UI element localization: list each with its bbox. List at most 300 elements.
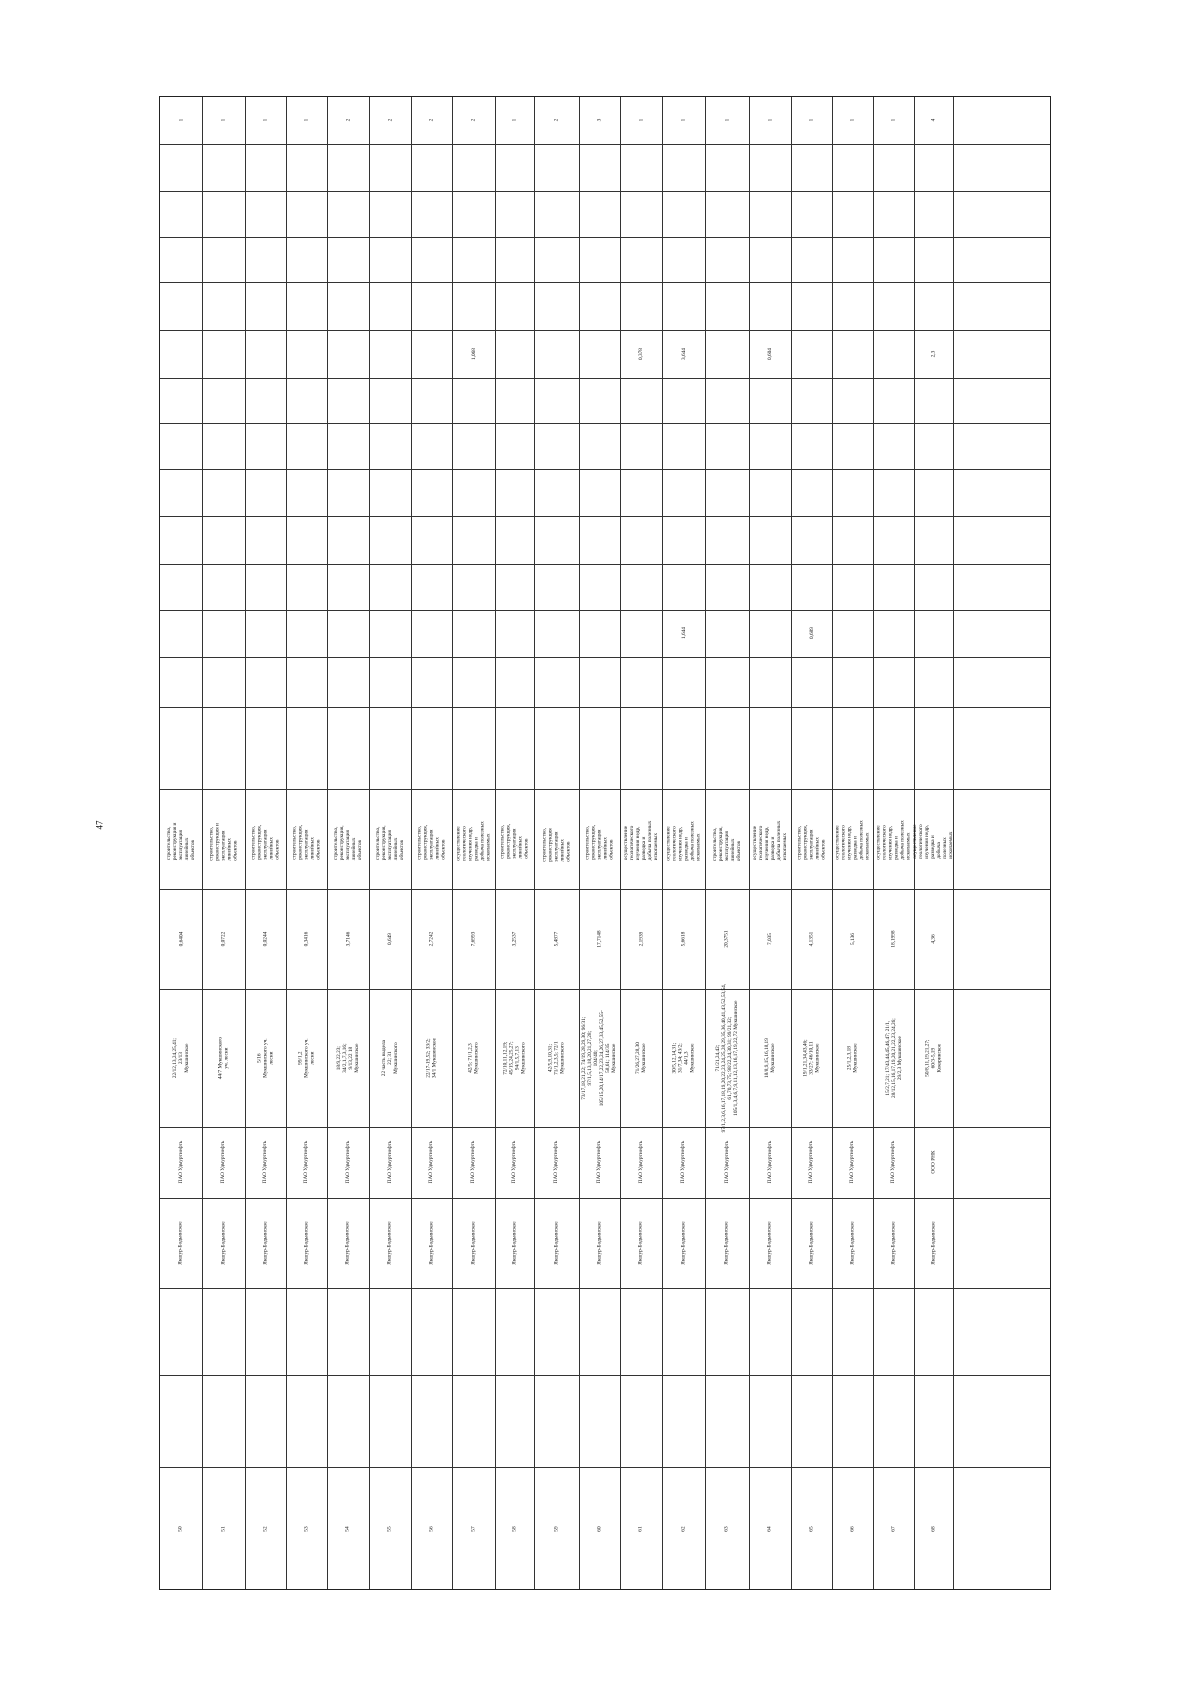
- cell-org-text: ПАО Удмуртнефть: [849, 1141, 856, 1184]
- row-divider: [160, 378, 1050, 379]
- cell-num-text: 59: [553, 1526, 560, 1532]
- cell-org: [534, 1127, 579, 1198]
- row-divider: [160, 564, 1050, 565]
- cell-quarters-text: 44/7 Мукшинского уч. лесни: [217, 1036, 230, 1080]
- cell-quarters-text: 42/5,9,10,31; 71/1,2,3,5; 72/1 Мукшинского: [547, 1041, 566, 1075]
- cell-org: [620, 1127, 662, 1198]
- cell-num: [286, 1467, 327, 1591]
- cell-org-text: ПАО Удмуртнефть: [553, 1141, 560, 1184]
- cell-org: [705, 1127, 749, 1198]
- cell-v3: [914, 330, 953, 378]
- cell-num: [832, 1467, 873, 1591]
- cell-v2: [327, 610, 369, 657]
- cell-num: [873, 1467, 914, 1591]
- cell-purpose: [873, 789, 914, 889]
- cell-quarters-text: 42/5; 71/1,2,3 Мукшинского: [467, 1042, 480, 1074]
- cell-field-text: Якшур-Бодьинское: [303, 1221, 310, 1265]
- cell-num-text: 64: [766, 1526, 773, 1532]
- cell-count: [160, 97, 202, 144]
- cell-quarters-text: 18/8,9,15,16,18,19 Мукшинское: [763, 1038, 776, 1078]
- cell-count-text: 1: [849, 119, 856, 122]
- cell-v3: [620, 330, 662, 378]
- cell-v3: [327, 330, 369, 378]
- cell-purpose-text: строительство, реконструкция эксплуатация линейных объектов: [541, 827, 572, 862]
- cell-quarters: [791, 989, 832, 1127]
- cell-field: [534, 1198, 579, 1288]
- cell-purpose-text: осуществление геологического изучения недр, разведка и добыча полезных ископаемых: [622, 820, 660, 860]
- row-divider: [160, 423, 1050, 424]
- cell-v2: [579, 610, 620, 657]
- cell-v3: [579, 330, 620, 378]
- cell-v2-text: 1,644: [680, 627, 687, 640]
- cell-field: [495, 1198, 534, 1288]
- cell-num-text: 61: [637, 1526, 644, 1532]
- cell-area: [327, 889, 369, 989]
- cell-purpose: [202, 789, 245, 889]
- cell-num: [749, 1467, 791, 1591]
- cell-v2: [791, 610, 832, 657]
- cell-area: [662, 889, 705, 989]
- cell-v3: [452, 330, 495, 378]
- cell-count: [873, 97, 914, 144]
- cell-area-text: 17,7148: [596, 930, 603, 948]
- cell-count: [286, 97, 327, 144]
- cell-field: [832, 1198, 873, 1288]
- cell-org: [286, 1127, 327, 1198]
- cell-count: [832, 97, 873, 144]
- cell-area: [160, 889, 202, 989]
- cell-org-text: ПАО Удмуртнефть: [723, 1141, 730, 1184]
- cell-quarters-text: 22/17-19,52; 33/2; 34/1 Мукшинское: [425, 1038, 438, 1079]
- cell-org-text: ПАО Удмуртнефть: [890, 1141, 897, 1184]
- cell-area-text: 4,36: [930, 934, 937, 944]
- cell-field: [369, 1198, 411, 1288]
- cell-area-text: 18,1998: [890, 930, 897, 948]
- row-divider: [160, 191, 1050, 192]
- cell-org-text: ООО РНК: [930, 1150, 937, 1175]
- cell-num: [705, 1467, 749, 1591]
- cell-field: [749, 1198, 791, 1288]
- page-number: 47: [94, 820, 105, 830]
- cell-num: [160, 1467, 202, 1591]
- cell-count: [327, 97, 369, 144]
- cell-v3: [369, 330, 411, 378]
- cell-num-text: 65: [808, 1526, 815, 1532]
- cell-count: [202, 97, 245, 144]
- cell-count-text: 1: [303, 119, 310, 122]
- cell-purpose: [749, 789, 791, 889]
- cell-v3: [245, 330, 286, 378]
- cell-area: [749, 889, 791, 989]
- row-divider: [160, 144, 1050, 145]
- cell-area-text: 5,4877: [553, 931, 560, 947]
- cell-field-text: Якшур-Бодьинское: [262, 1221, 269, 1265]
- cell-quarters-text: 25/1,2,3,18 Мукшинское: [846, 1043, 859, 1073]
- cell-area: [452, 889, 495, 989]
- cell-quarters-text: 15/2,7,21; 17/43,44,45,46,47; 21/1, 28/12,15,16,17,19,20,21,22,23,24,26; 29/2,3 Мукшинское: [884, 1018, 903, 1098]
- cell-org: [662, 1127, 705, 1198]
- cell-field-text: Якшур-Бодьинское: [596, 1221, 603, 1265]
- cell-count: [914, 97, 953, 144]
- cell-v2: [534, 610, 579, 657]
- cell-area-text: 5,6618: [680, 931, 687, 947]
- cell-purpose: [452, 789, 495, 889]
- cell-num-text: 67: [890, 1526, 897, 1532]
- cell-count: [369, 97, 411, 144]
- cell-area-text: 0,6404: [177, 931, 184, 947]
- cell-field-text: Якшур-Бодьинское: [177, 1221, 184, 1265]
- cell-purpose-text: строительство, реконструкция, эксплуатация линейных объектов: [374, 825, 406, 860]
- cell-v3: [286, 330, 327, 378]
- cell-count-text: 1: [723, 119, 730, 122]
- cell-v3: [534, 330, 579, 378]
- cell-count-text: 4: [930, 119, 937, 122]
- cell-quarters-text: 5/16 Мукшинского уч. лесни: [256, 1038, 275, 1078]
- cell-num: [495, 1467, 534, 1591]
- cell-num-text: 54: [344, 1526, 351, 1532]
- cell-quarters: [452, 989, 495, 1127]
- cell-v2: [620, 610, 662, 657]
- cell-purpose-text: строительство, реконструкция, эксплуатация линейных объектов: [584, 824, 615, 860]
- cell-count: [534, 97, 579, 144]
- cell-purpose-text: строительство, реконструкция, эксплуатация линейных объектов: [250, 824, 281, 860]
- cell-v2: [705, 610, 749, 657]
- cell-quarters: [534, 989, 579, 1127]
- cell-org-text: ПАО Удмуртнефть: [303, 1141, 310, 1184]
- cell-count: [411, 97, 452, 144]
- cell-area: [832, 889, 873, 989]
- cell-purpose: [579, 789, 620, 889]
- cell-area: [579, 889, 620, 989]
- cell-org-text: ПАО Удмуртнефть: [177, 1141, 184, 1184]
- cell-count-text: 2: [386, 119, 393, 122]
- cell-area-text: 5,136: [849, 933, 856, 945]
- cell-area-text: 0,649: [386, 933, 393, 945]
- cell-num: [245, 1467, 286, 1591]
- cell-field: [662, 1198, 705, 1288]
- cell-count: [662, 97, 705, 144]
- cell-quarters: [495, 989, 534, 1127]
- cell-num: [579, 1467, 620, 1591]
- cell-purpose-text: строительство, реконструкция, эксплуатация линейных объектов: [499, 823, 530, 859]
- cell-purpose: [327, 789, 369, 889]
- cell-org-text: ПАО Удмуртнефть: [766, 1141, 773, 1184]
- cell-field: [452, 1198, 495, 1288]
- cell-v2: [369, 610, 411, 657]
- cell-purpose: [534, 789, 579, 889]
- cell-org: [202, 1127, 245, 1198]
- cell-purpose: [495, 789, 534, 889]
- cell-num-text: 57: [470, 1526, 477, 1532]
- row-divider: [160, 1375, 1050, 1376]
- cell-purpose: [245, 789, 286, 889]
- cell-quarters-text: 22 часть выдела 22; 31 Мукшинского: [380, 1039, 400, 1077]
- cell-num: [452, 1467, 495, 1591]
- row-divider: [160, 516, 1050, 517]
- cell-area: [245, 889, 286, 989]
- cell-purpose-text: строительство, реконструкция, эксплуатация линейных объектов: [291, 824, 322, 860]
- cell-v3: [705, 330, 749, 378]
- cell-v3: [495, 330, 534, 378]
- cell-num: [662, 1467, 705, 1591]
- cell-num: [791, 1467, 832, 1591]
- cell-field: [705, 1198, 749, 1288]
- cell-field: [411, 1198, 452, 1288]
- cell-num: [327, 1467, 369, 1591]
- cell-v3-text: 0,378: [637, 348, 644, 360]
- cell-v2: [873, 610, 914, 657]
- cell-area: [411, 889, 452, 989]
- cell-org: [914, 1127, 953, 1198]
- cell-area: [620, 889, 662, 989]
- cell-purpose: [160, 789, 202, 889]
- cell-purpose: [411, 789, 452, 889]
- cell-area: [495, 889, 534, 989]
- cell-v3: [791, 330, 832, 378]
- cell-org-text: ПАО Удмуртнефть: [511, 1141, 518, 1184]
- cell-count: [245, 97, 286, 144]
- cell-field-text: Якшур-Бодьинское: [766, 1221, 773, 1265]
- cell-quarters: [327, 989, 369, 1127]
- cell-area-text: 0,0244: [262, 931, 269, 947]
- cell-num-text: 58: [511, 1526, 518, 1532]
- cell-purpose-text: осуществление геологического изучения недр, разведка и добыча полезных ископаемых: [751, 820, 789, 860]
- cell-field: [286, 1198, 327, 1288]
- cell-area: [202, 889, 245, 989]
- cell-area-text: 20,3751: [723, 930, 730, 948]
- cell-num: [369, 1467, 411, 1591]
- cell-count-text: 1: [680, 119, 687, 122]
- cell-count-text: 1: [220, 119, 227, 122]
- cell-org: [749, 1127, 791, 1198]
- cell-area: [286, 889, 327, 989]
- cell-field: [327, 1198, 369, 1288]
- cell-purpose-text: строительство, реконструкция, эксплуатация линейных объектов: [796, 824, 827, 860]
- cell-quarters-text: 19/1,21,34,43,46; 33/27; 46/10,11 Мукшинское: [802, 1039, 821, 1077]
- cell-v3: [832, 330, 873, 378]
- cell-org: [369, 1127, 411, 1198]
- cell-count-text: 1: [262, 119, 269, 122]
- cell-v2-text: 0,689: [808, 627, 815, 640]
- cell-purpose-text: строительство, реконструкция и эксплуатация линейных объектов: [165, 822, 197, 860]
- cell-field-text: Якшур-Бодьинское: [680, 1221, 687, 1265]
- cell-quarters: [579, 989, 620, 1127]
- cell-quarters: [369, 989, 411, 1127]
- cell-org: [245, 1127, 286, 1198]
- cell-num: [534, 1467, 579, 1591]
- cell-count-text: 1: [808, 119, 815, 122]
- cell-purpose: [369, 789, 411, 889]
- cell-area-text: 2,1939: [637, 931, 644, 947]
- cell-v2: [832, 610, 873, 657]
- cell-area: [705, 889, 749, 989]
- cell-purpose: [705, 789, 749, 889]
- cell-area-text: 2,7242: [428, 931, 435, 947]
- cell-quarters: [411, 989, 452, 1127]
- cell-org: [160, 1127, 202, 1198]
- cell-v2: [411, 610, 452, 657]
- cell-quarters-text: 18/9,22,23; 34/2,1,7,3,16; 9/13,22 18 Мукшинское: [335, 1043, 361, 1073]
- cell-num-text: 56: [428, 1526, 435, 1532]
- cell-purpose-text: осуществление геологического изучения недр, разведка и добыча полезных ископаемых: [665, 820, 702, 861]
- cell-count: [495, 97, 534, 144]
- cell-purpose-text: осуществление геологического изучения недр, разведка и добыча полезных ископаемых: [455, 820, 492, 861]
- cell-quarters: [286, 989, 327, 1127]
- cell-num-text: 63: [723, 1526, 730, 1532]
- cell-quarters: [832, 989, 873, 1127]
- row-divider: [160, 657, 1050, 658]
- cell-purpose-text: осуществление геологического изучения недр, разведка и добыча полезных ископаемых: [875, 819, 912, 860]
- cell-quarters-text: 72/10,11,12,19; 45/15,24,25,27; 94/1,5,7,13 Мукшинского: [502, 1041, 527, 1075]
- cell-count-text: 1: [890, 119, 897, 122]
- cell-quarters-text: 50/8,11,19,21,27; 60/3-5,19 Кекоринское: [924, 1039, 943, 1077]
- cell-purpose: [791, 789, 832, 889]
- cell-count: [620, 97, 662, 144]
- cell-field: [791, 1198, 832, 1288]
- cell-v2: [286, 610, 327, 657]
- cell-org: [791, 1127, 832, 1198]
- cell-area-text: 0,3416: [303, 931, 310, 947]
- cell-v2: [914, 610, 953, 657]
- cell-purpose: [620, 789, 662, 889]
- cell-v3: [873, 330, 914, 378]
- cell-count: [705, 97, 749, 144]
- cell-org-text: ПАО Удмуртнефть: [428, 1141, 435, 1184]
- cell-count-text: 2: [428, 119, 435, 122]
- cell-purpose-text: строительство, реконструкция, эксплуатация линейных объектов: [332, 825, 364, 860]
- cell-area: [873, 889, 914, 989]
- cell-count: [452, 97, 495, 144]
- cell-num: [620, 1467, 662, 1591]
- cell-field-text: Якшур-Бодьинское: [386, 1221, 393, 1265]
- cell-v3-text: 0,604: [766, 348, 773, 360]
- row-divider: [160, 707, 1050, 708]
- cell-count: [791, 97, 832, 144]
- cell-purpose-text: строительство, реконструкция и эксплуатация линейных объектов: [208, 822, 239, 861]
- cell-num-text: 60: [596, 1526, 603, 1532]
- cell-v3: [662, 330, 705, 378]
- cell-area: [534, 889, 579, 989]
- cell-purpose: [662, 789, 705, 889]
- cell-org-text: ПАО Удмуртнефть: [470, 1141, 477, 1184]
- cell-org-text: ПАО Удмуртнефть: [344, 1141, 351, 1184]
- cell-num-text: 53: [303, 1526, 310, 1532]
- cell-org-text: ПАО Удмуртнефть: [220, 1141, 227, 1184]
- cell-v3: [411, 330, 452, 378]
- cell-org: [327, 1127, 369, 1198]
- cell-field: [873, 1198, 914, 1288]
- cell-num-text: 62: [680, 1526, 687, 1532]
- cell-field-text: Якшур-Бодьинское: [849, 1221, 856, 1265]
- cell-field: [245, 1198, 286, 1288]
- cell-count-text: 2: [344, 119, 351, 122]
- cell-num-text: 50: [177, 1526, 184, 1532]
- cell-quarters-text: 73/17,18,21,22; 74/19,28,29,30; 96/31; 97/1,5,13,18,20,21,27,28; 104/40; 105/15,20,14/17,22,23,24,26,27,33,45,52,55-58,61; 114/35 Мукшинское: [581, 1009, 618, 1107]
- cell-quarters: [202, 989, 245, 1127]
- cell-field-text: Якшур-Бодьинское: [637, 1221, 644, 1265]
- cell-field-text: Якшур-Бодьинское: [220, 1221, 227, 1265]
- cell-v2: [160, 610, 202, 657]
- cell-quarters-text: 99/1,2 Мукшинского уч. лесни: [297, 1038, 316, 1078]
- cell-area: [791, 889, 832, 989]
- cell-purpose-text: осуществление геологического изучения недр, разведка и добыча полезных ископаемых: [912, 824, 955, 859]
- cell-v3: [160, 330, 202, 378]
- cell-quarters: [705, 983, 749, 1133]
- row-divider: [160, 282, 1050, 283]
- cell-v3-text: 2,3: [930, 350, 937, 358]
- cell-field-text: Якшур-Бодьинское: [723, 1221, 730, 1265]
- cell-quarters: [160, 989, 202, 1127]
- cell-purpose-text: строительство, реконструкция, эксплуатация линейных объектов: [711, 826, 743, 861]
- cell-v2: [749, 610, 791, 657]
- cell-field-text: Якшур-Бодьинское: [470, 1221, 477, 1265]
- cell-org-text: ПАО Удмуртнефть: [808, 1141, 815, 1184]
- cell-area-text: 7,035: [766, 933, 773, 945]
- cell-org: [452, 1127, 495, 1198]
- row-divider: [160, 237, 1050, 238]
- cell-num-text: 52: [262, 1526, 269, 1532]
- cell-field-text: Якшур-Бодьинское: [553, 1221, 560, 1265]
- cell-num-text: 68: [930, 1526, 937, 1532]
- allotment-table: [159, 96, 1051, 1590]
- row-divider: [160, 469, 1050, 470]
- cell-purpose-text: осуществление геологического изучения недр, разведка и добыча полезных ископаемых: [834, 819, 871, 860]
- cell-num: [914, 1467, 953, 1591]
- cell-v2: [245, 610, 286, 657]
- cell-org-text: ПАО Удмуртнефть: [680, 1141, 687, 1184]
- cell-org-text: ПАО Удмуртнефть: [262, 1141, 269, 1184]
- cell-area-text: 4,1351: [808, 931, 815, 947]
- cell-field: [620, 1198, 662, 1288]
- cell-v2: [662, 610, 705, 657]
- cell-purpose: [832, 789, 873, 889]
- cell-count-text: 3: [596, 119, 603, 122]
- cell-field-text: Якшур-Бодьинское: [344, 1221, 351, 1265]
- cell-org: [873, 1127, 914, 1198]
- cell-org-text: ПАО Удмуртнефть: [386, 1141, 393, 1184]
- cell-quarters: [749, 989, 791, 1127]
- cell-v2: [202, 610, 245, 657]
- cell-org: [495, 1127, 534, 1198]
- cell-quarters: [873, 989, 914, 1127]
- cell-field: [914, 1198, 953, 1288]
- cell-count-text: 1: [177, 119, 184, 122]
- cell-org: [579, 1127, 620, 1198]
- cell-field-text: Якшур-Бодьинское: [808, 1221, 815, 1265]
- cell-count-text: 2: [553, 119, 560, 122]
- cell-v3: [202, 330, 245, 378]
- cell-quarters-text: 30/5,12,14,31; 31/7,34; 43/2; 44/1,3 Мукшинское: [671, 1042, 696, 1074]
- cell-field-text: Якшур-Бодьинское: [930, 1221, 937, 1265]
- cell-count-text: 1: [637, 119, 644, 122]
- cell-area-text: 7,6993: [470, 931, 477, 947]
- cell-count: [749, 97, 791, 144]
- cell-quarters-text: 71/26,27,28,30 Мукшинское: [634, 1042, 647, 1074]
- cell-field-text: Якшур-Бодьинское: [890, 1221, 897, 1265]
- cell-num-text: 55: [386, 1526, 393, 1532]
- cell-org: [411, 1127, 452, 1198]
- cell-purpose-text: строительство, реконструкция, эксплуатация линейных объектов: [416, 824, 447, 860]
- cell-count-text: 2: [470, 119, 477, 122]
- cell-v3: [749, 330, 791, 378]
- cell-area-text: 0,0722: [220, 931, 227, 947]
- cell-quarters: [914, 989, 953, 1127]
- cell-org: [832, 1127, 873, 1198]
- cell-v2: [495, 610, 534, 657]
- cell-area: [369, 889, 411, 989]
- cell-org-text: ПАО Удмуртнефть: [596, 1141, 603, 1184]
- cell-area-text: 3,2537: [511, 931, 518, 947]
